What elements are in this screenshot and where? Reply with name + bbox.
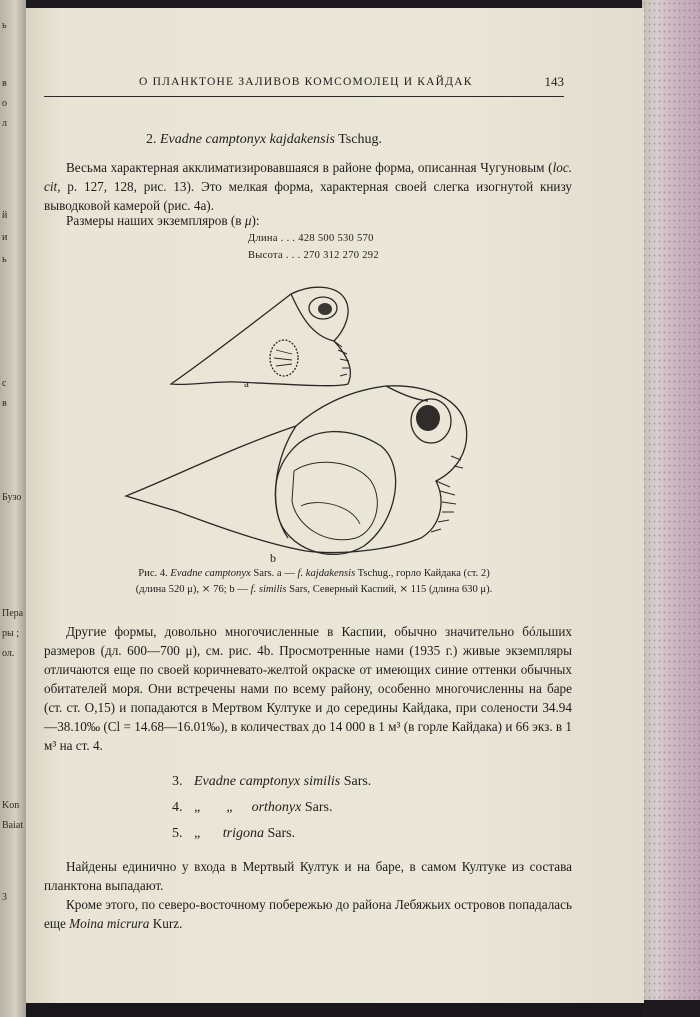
size-table — [248, 230, 379, 264]
left-page-fragment: ол. — [2, 648, 15, 659]
caption-italic: Evadne camptonyx — [170, 568, 251, 579]
species-name: „ trigona — [194, 826, 265, 841]
species-list-item — [172, 800, 332, 816]
figure-label-b: b — [270, 551, 276, 565]
left-page-fragment: 3 — [2, 892, 7, 903]
left-page-fragment: с — [2, 378, 7, 389]
length-label: Длина . . . — [248, 233, 296, 244]
paragraph — [44, 895, 572, 933]
left-page-fragment: л — [2, 118, 7, 129]
paragraph-text: Kurz. — [149, 916, 183, 931]
species-author: Tschug. — [338, 132, 382, 147]
left-page-fragment: Kon — [2, 800, 20, 811]
species-name: Moina micrura — [69, 916, 150, 931]
species-name: Evadne camptonyx kajdakensis — [160, 132, 335, 147]
left-facing-page — [0, 0, 26, 1017]
paragraph: Другие формы, довольно многочисленные в Каспии, обычно значительно бóльших размеров (дл. 600—700 μ), см. рис. 4b. Просмотренные нами (1935 г.) живые экземпляры отличаются еще по своей коричневато-желтой окраске от имеющих синие оттенки обычных обитателей моря. Они встречены нами по всему району, особенно многочисленны на баре (ст. ст. О,15) и попадаются в Мертвом Култуке и до середины Кайдака, при солености 34.94—38.10‰ (Cl = 14.68—16.01‰), в количествах до 14 000 в 1 м³ (в горле Кайдака) и 66 экз. в 1 м³ на ст. 4. — [44, 624, 572, 753]
left-page-fragment: ь — [2, 254, 7, 265]
height-values: 270 312 270 292 — [303, 250, 379, 261]
caption-text: Sars, Северный Каспий, ⨯ 115 (длина 630 μ). — [286, 583, 493, 595]
left-page-fragment: в — [2, 398, 7, 409]
left-page-fragment: о — [2, 98, 7, 109]
species-list-item — [172, 774, 371, 790]
left-page-fragment: в — [2, 78, 7, 89]
left-page-fragment: и — [2, 232, 8, 243]
length-row — [248, 230, 379, 247]
running-header — [44, 74, 564, 97]
caption-italic: f. kajdakensis — [297, 568, 356, 579]
caption-italic: f. similis — [250, 583, 287, 595]
unit-italic: μ — [244, 213, 252, 228]
specimen-a-drawing — [171, 287, 350, 386]
length-values: 428 500 530 570 — [298, 233, 374, 244]
height-label: Высота . . . — [248, 250, 301, 261]
page-number: 143 — [544, 74, 564, 89]
paragraph-text: ): — [251, 213, 260, 228]
book-page-edge — [642, 0, 700, 1000]
citation-italic: loc. cit — [44, 160, 572, 194]
figure-label-a: a — [244, 378, 249, 390]
left-page-fragment: й — [2, 210, 8, 221]
figure-caption — [124, 566, 504, 597]
list-number: 5. — [172, 826, 183, 841]
paragraph-text: , р. 127, 128, рис. 13). Это мелкая форма, характерная своей слегка изогнутой книзу выводковой камерой (рис. 4а). — [44, 179, 572, 213]
left-page-fragment: ры ; — [2, 628, 19, 639]
species-author: Sars. — [304, 800, 333, 815]
figure-4-drawing — [116, 276, 476, 566]
list-number: 3. — [172, 774, 183, 789]
section-number: 2. — [146, 132, 157, 147]
left-page-fragment: Baiat — [2, 820, 24, 831]
paragraph-text: Весьма характерная акклиматизировавшаяся в районе форма, описанная Чугуновым ( — [66, 160, 553, 175]
caption-text: Tschug., горло Кайдака (ст. 2) (длина 520 μ), ⨯ 76; b — — [135, 568, 490, 595]
list-number: 4. — [172, 800, 183, 815]
height-row — [248, 247, 379, 264]
left-page-fragment: Пера — [2, 608, 24, 619]
left-page-fragment: Бузо — [2, 492, 22, 503]
paragraph — [44, 211, 572, 230]
specimen-b-drawing — [126, 386, 467, 555]
species-list-item — [172, 826, 295, 842]
paragraph: Найдены единично у входа в Мертвый Култук и на баре, в самом Култуке из состава планктона выпадают. — [44, 859, 572, 893]
species-author: Sars. — [267, 826, 296, 841]
caption-text: Sars. a — — [250, 568, 298, 579]
paragraph — [44, 158, 572, 215]
background-strip — [26, 1003, 642, 1017]
caption-text: Рис. 4. — [138, 568, 171, 579]
paragraph-text: Размеры наших экземпляров (в — [66, 213, 245, 228]
species-name: „ „ orthonyx — [194, 800, 302, 815]
book-page — [26, 8, 644, 1003]
left-page-fragment: ь — [2, 20, 7, 31]
species-name: Evadne camptonyx similis — [194, 774, 341, 789]
paragraph-text: Кроме этого, по северо-восточному побережью до района Лебяжьих островов попадалась еще — [44, 897, 572, 931]
species-author: Sars. — [343, 774, 372, 789]
header-title: О ПЛАНКТОНЕ ЗАЛИВОВ КОМСОМОЛЕЦ И КАЙДАК — [139, 76, 473, 88]
section-heading — [146, 132, 382, 148]
